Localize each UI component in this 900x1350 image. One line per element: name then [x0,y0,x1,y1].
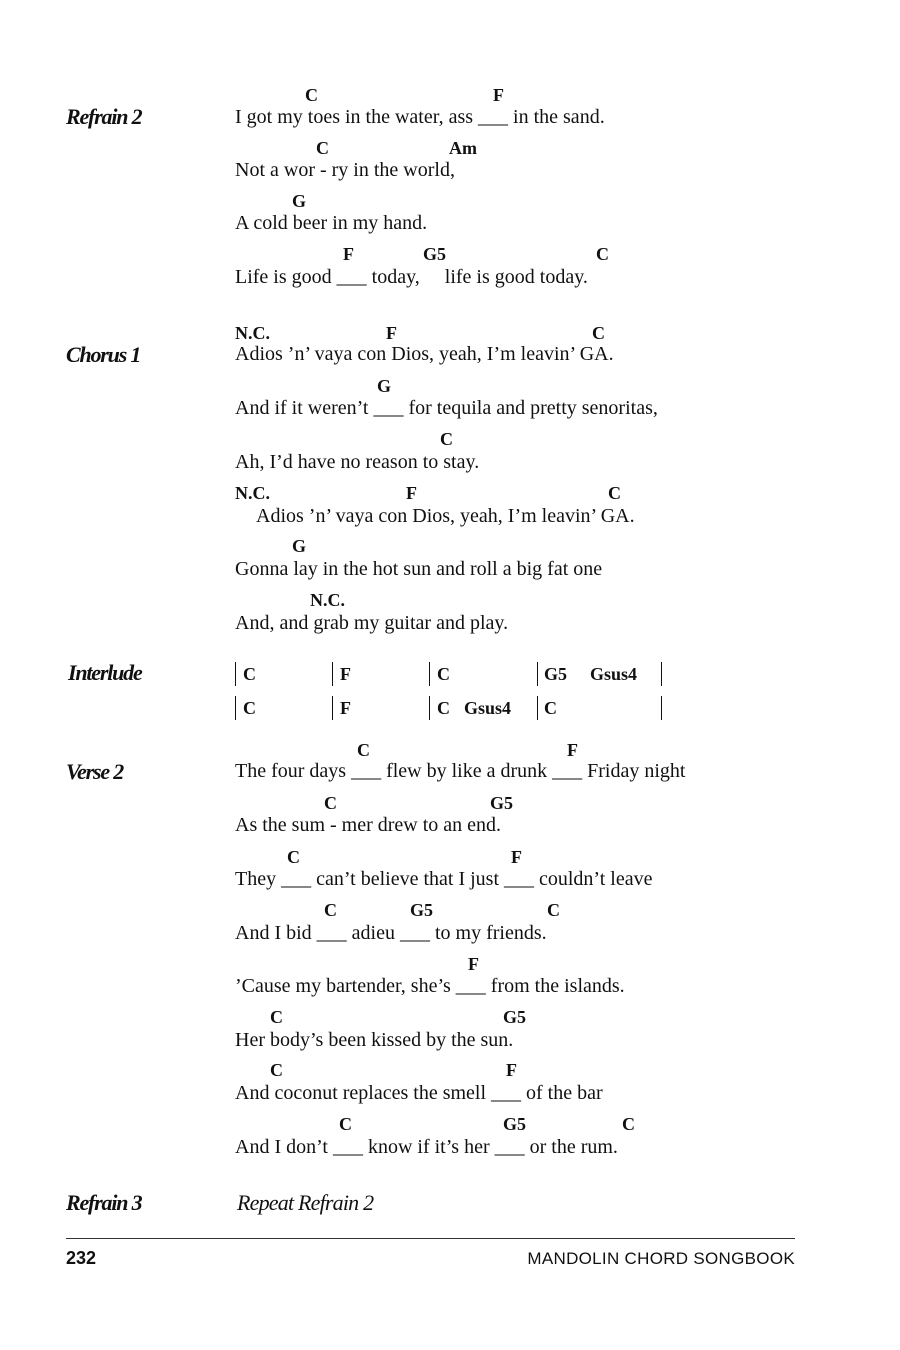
book-title: MANDOLIN CHORD SONGBOOK [527,1249,795,1268]
lyric-line: Life is good ___ today, life is good today. [235,266,588,288]
bar-line [235,662,236,686]
lyric-line: They ___ can’t believe that I just ___ couldn’t leave [235,868,653,890]
footer-divider [66,1238,795,1239]
section-label-verse-2: Verse 2 [66,759,123,784]
bar-line [332,696,333,720]
chord: G [292,536,307,556]
chord: G5 [503,1007,527,1027]
lyric-line: Ah, I’d have no reason to stay. [235,451,480,473]
chord: Gsus4 [464,698,512,718]
chord: C [608,483,621,503]
repeat-instruction: Repeat Refrain 2 [237,1190,374,1215]
chord: F [343,244,354,264]
lyric-line: And, and grab my guitar and play. [235,612,509,634]
page-number: 232 [66,1248,97,1268]
chord: Gsus4 [590,664,638,684]
chord: G [292,191,307,211]
lyric-line: Her body’s been kissed by the sun. [235,1029,514,1051]
chord: G5 [410,900,434,920]
lyric-line: And coconut replaces the smell ___ of the bar [235,1082,603,1104]
chord: F [340,698,351,718]
lyric-line: Gonna lay in the hot sun and roll a big fat one [235,558,603,580]
chord: G5 [503,1114,527,1134]
chord: C [437,664,450,684]
chord: C [547,900,560,920]
chord: C [270,1060,283,1080]
chord: C [287,847,300,867]
section-label-interlude: Interlude [68,660,142,685]
section-label-chorus-1: Chorus 1 [66,342,141,367]
chord: F [493,85,504,105]
chord: C [544,698,557,718]
bar-line [429,696,430,720]
chord: C [316,138,329,158]
chord: C [357,740,370,760]
lyric-line: Not a wor - ry in the world, [235,159,455,181]
lyric-line: And if it weren’t ___ for tequila and pretty senoritas, [235,397,658,419]
section-label-refrain-2: Refrain 2 [66,104,142,129]
chord: C [324,793,337,813]
bar-line [537,662,538,686]
lyric-line: A cold beer in my hand. [235,212,428,234]
chord: N.C. [310,590,345,610]
chord: C [437,698,450,718]
lyric-line: Adios ’n’ vaya con Dios, yeah, I’m leavin’ GA. [235,343,614,365]
chord: F [468,954,479,974]
chord: C [305,85,318,105]
lyric-line: ’Cause my bartender, she’s ___ from the islands. [235,975,625,997]
chord: F [406,483,417,503]
chord: G5 [544,664,568,684]
chord: C [592,323,605,343]
lyric-line: And I bid ___ adieu ___ to my friends. [235,922,547,944]
chord: C [243,664,256,684]
lyric-line: As the sum - mer drew to an end. [235,814,502,836]
chord: F [506,1060,517,1080]
chord: F [340,664,351,684]
lyric-line: And I don’t ___ know if it’s her ___ or the rum. [235,1136,618,1158]
chord: N.C. [235,323,270,343]
bar-line [537,696,538,720]
chord: C [440,429,453,449]
lyric-line: I got my toes in the water, ass ___ in the sand. [235,106,605,128]
chord: F [386,323,397,343]
chord: C [622,1114,635,1134]
chord: N.C. [235,483,270,503]
chord: Am [449,138,477,158]
chord: C [243,698,256,718]
bar-line [332,662,333,686]
chord: G5 [490,793,514,813]
chord: F [511,847,522,867]
section-label-refrain-3: Refrain 3 [66,1190,142,1215]
bar-line [661,662,662,686]
chord: C [324,900,337,920]
chord: C [270,1007,283,1027]
bar-line [429,662,430,686]
chord: C [339,1114,352,1134]
lyric-line: The four days ___ flew by like a drunk ___ Friday night [235,760,686,782]
chord: F [567,740,578,760]
bar-line [661,696,662,720]
chord: G5 [423,244,447,264]
lyric-line: Adios ’n’ vaya con Dios, yeah, I’m leavin’ GA. [256,505,635,527]
chord: C [596,244,609,264]
chord: G [377,376,392,396]
bar-line [235,696,236,720]
